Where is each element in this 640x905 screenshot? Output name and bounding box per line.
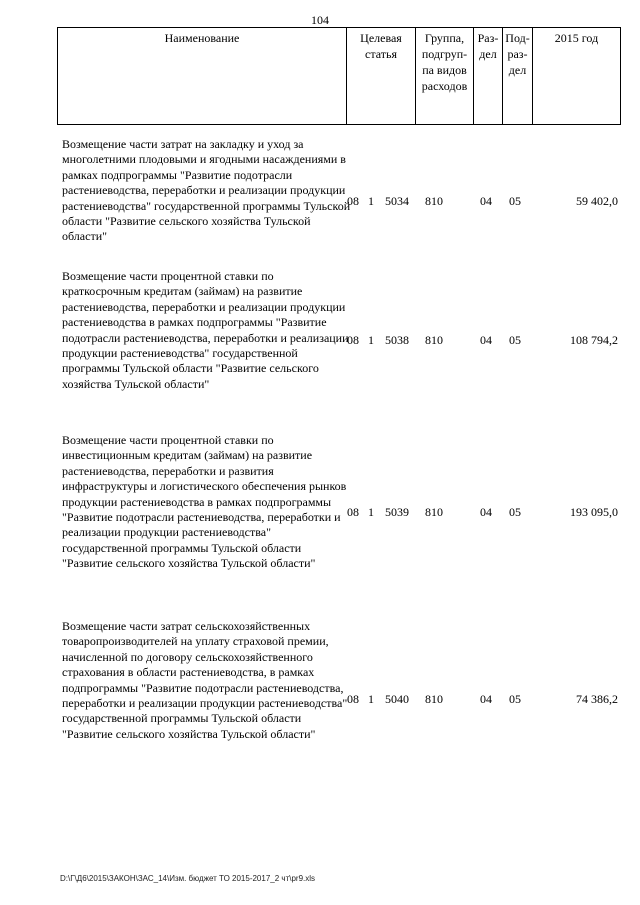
podrazdel-code: 05 (509, 194, 521, 208)
group-code: 810 (425, 692, 443, 706)
group-code: 810 (425, 505, 443, 519)
row-name: Возмещение части затрат на закладку и уход за многолетними плодовыми и ягодными насаждениями в рамках подпрограммы "Развитие подотрасли растениеводства, переработки и реализации продукции растениеводства" государственной программы Тульской области "Развитие сельского хозяйства Тульской области" (62, 137, 351, 244)
podrazdel-code: 05 (509, 692, 521, 706)
target-code-part1: 08 (347, 194, 359, 208)
amount: 108 794,2 (570, 333, 618, 347)
target-code-part3: 5038 (385, 333, 409, 347)
target-code-part1: 08 (347, 692, 359, 706)
file-path-footer: D:\Г\Д6\2015\ЗАКОН\ЗАС_14\Изм. бюджет ТО 2015-2017_2 чт\pr9.xls (60, 874, 316, 883)
razdel-code: 04 (480, 505, 492, 519)
column-header-target: Целевая статья (347, 28, 416, 124)
amount: 193 095,0 (570, 505, 618, 519)
amount: 74 386,2 (576, 692, 618, 706)
podrazdel-code: 05 (509, 505, 521, 519)
target-code-part2: 1 (368, 505, 374, 519)
target-code-part2: 1 (368, 333, 374, 347)
column-header-year: 2015 год (554, 31, 599, 45)
target-code-part2: 1 (368, 194, 374, 208)
row-name: Возмещение части процентной ставки по краткосрочным кредитам (займам) на развитие растениеводства, переработки и реализации продукции растениеводства в рамках подпрограммы "Развитие подотрасли растениеводства, переработки и реализации продукции растениеводства" государственной программы Тульской области "Развитие сельского хозяйства Тульской области" (62, 269, 349, 391)
group-code: 810 (425, 194, 443, 208)
column-header-group: Группа, подгруп- па видов расходов (416, 28, 474, 124)
podrazdel-code: 05 (509, 333, 521, 347)
table-header (57, 27, 621, 125)
column-header-name: Наименование (58, 28, 347, 124)
razdel-code: 04 (480, 194, 492, 208)
razdel-code: 04 (480, 692, 492, 706)
row-name: Возмещение части затрат сельскохозяйственных товаропроизводителей на уплату страховой премии, начисленной по договору сельскохозяйственного страхования в области растениеводства, в рамках подпрограммы "Развитие подотрасли растениеводства, переработки и реализации продукции растениеводства" государственной программы Тульской области "Развитие сельского хозяйства Тульской области" (62, 619, 348, 741)
target-code-part3: 5039 (385, 505, 409, 519)
target-code-part1: 08 (347, 333, 359, 347)
target-code-part3: 5040 (385, 692, 409, 706)
target-code-part2: 1 (368, 692, 374, 706)
column-header-podrazdel: Под- раз- дел (503, 28, 533, 124)
razdel-code: 04 (480, 333, 492, 347)
group-code: 810 (425, 333, 443, 347)
amount: 59 402,0 (576, 194, 618, 208)
column-header-razdel: Раз- дел (474, 28, 503, 124)
target-code-part3: 5034 (385, 194, 409, 208)
target-code-part1: 08 (347, 505, 359, 519)
row-name: Возмещение части процентной ставки по инвестиционным кредитам (займам) на развитие растениеводства, переработки и развития инфраструктуры и логистического обеспечения рынков продукции растениеводства в рамках подпрограммы "Развитие подотрасли растениеводства, переработки и реализации продукции растениеводства" государственной программы Тульской области "Развитие сельского хозяйства Тульской области" (62, 433, 347, 571)
page-number: 104 (311, 13, 329, 27)
